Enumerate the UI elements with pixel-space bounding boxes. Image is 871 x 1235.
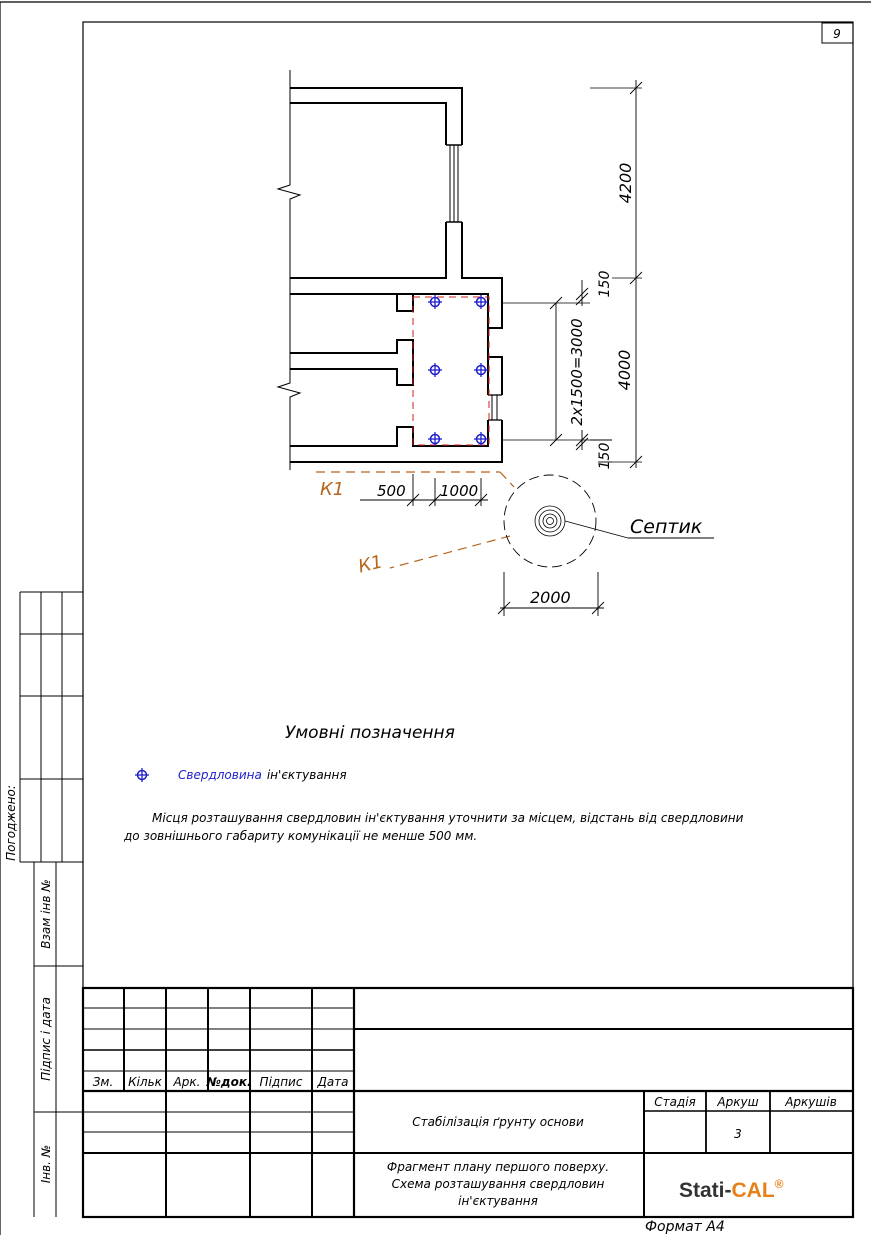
dim-500: 500 [377,482,406,500]
dim-4200: 4200 [616,162,635,204]
side-replace-inv: Взам інв № [39,879,53,949]
dim-2000: 2000 [530,588,571,607]
injection-zone-boundary [413,297,489,445]
legend-item-prefix: Свердловина [178,768,262,782]
format-label: Формат А4 [645,1219,725,1235]
drawing-frame [83,22,853,1217]
tb-header-doc: №док. [206,1075,252,1089]
dim-150-top: 150 [597,270,613,298]
legend-note-line2: до зовнішнього габариту комунікації не менше 500 мм. [124,829,478,843]
k1-label-lower: К1 [356,551,385,578]
legend-well-icon [135,768,149,782]
tb-sheet-value: 3 [734,1127,742,1141]
tb-header-signature: Підпис [259,1075,303,1089]
injection-well [428,363,442,377]
dimension-chain-right [550,80,642,468]
sheet-number: 9 [833,27,841,41]
tb-project: Стабілізація ґрунту основи [412,1115,584,1129]
k1-label-upper: К1 [320,479,345,500]
dim-2x1500: 2x1500=3000 [568,318,586,426]
company-logo [679,1177,784,1202]
injection-well [474,363,488,377]
injection-well [428,432,442,446]
side-inv-no: Інв. № [39,1144,53,1184]
septic-label: Септик [630,516,703,538]
tb-header-date: Дата [317,1075,349,1089]
dim-4000: 4000 [615,349,634,391]
tb-header-qty: Кільк [128,1075,162,1089]
tb-header-sheet: Арк. [173,1075,201,1089]
dim-150-bottom: 150 [597,442,613,470]
dim-1000: 1000 [440,482,479,500]
tb-drawing-title-line3: ін'єктування [458,1194,538,1208]
injection-wells [428,295,488,446]
side-agreed: Погоджено: [4,785,18,861]
logo-reg: ® [774,1177,784,1191]
tb-drawing-title-line1: Фрагмент плану першого поверху. [386,1160,610,1174]
logo-accent: CAL [731,1179,775,1202]
logo-text: Stati- [679,1179,732,1202]
tb-header-change: Зм. [92,1075,114,1089]
tb-sheet-label: Аркуш [717,1095,759,1109]
legend-item [178,768,347,782]
side-sign-date: Підпис і дата [39,997,53,1081]
tb-drawing-title-line2: Схема розташування свердловин [391,1177,605,1191]
legend-title: Умовні позначення [285,723,455,743]
floor-plan [278,70,642,470]
tb-stage-label: Стадія [654,1095,696,1109]
legend-item-suffix: ін'єктування [266,768,347,782]
injection-well [474,432,488,446]
legend-note-line1: Місця розташування свердловин ін'єктування уточнити за місцем, відстань від свердловини [152,811,744,825]
tb-sheets-label: Аркушів [785,1095,837,1109]
sewer-line-k1 [316,472,514,568]
